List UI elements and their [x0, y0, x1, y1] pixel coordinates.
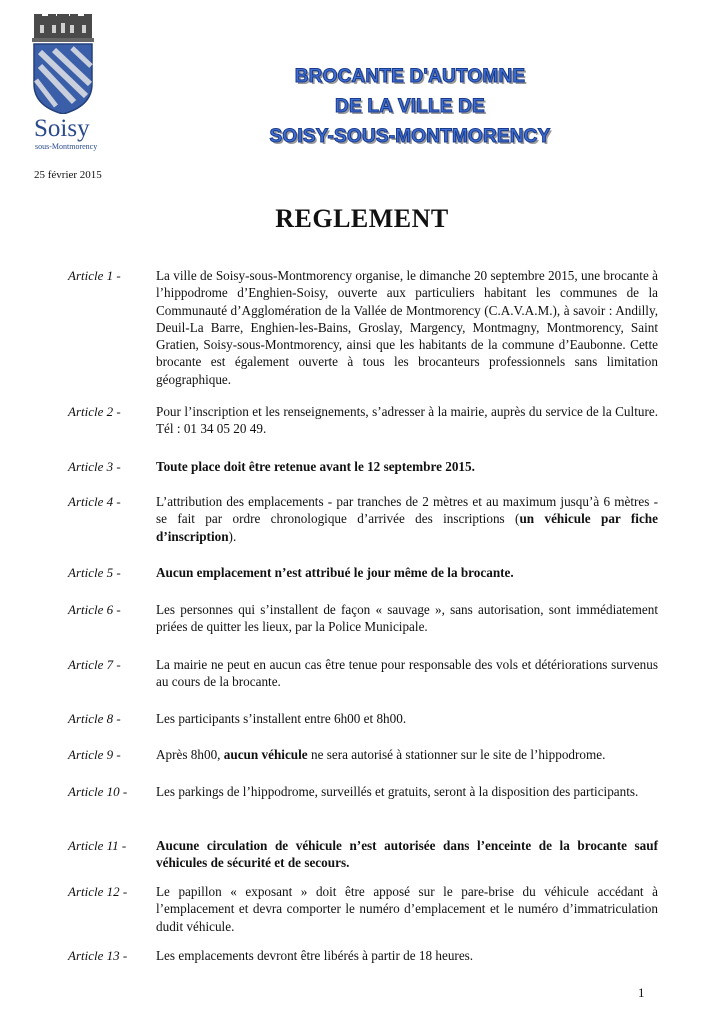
article-label: Article 7 -: [68, 657, 121, 672]
article-text-part: Les personnes qui s’installent de façon « sauvage », sans autorisation, sont immédiatement priées de quitter les lieux, par la Police Municipale.: [156, 602, 658, 635]
article-text-part: ne sera autorisé à stationner sur le site de l’hippodrome.: [307, 747, 606, 762]
article-label: Article 12 -: [68, 884, 128, 899]
event-title: [200, 62, 620, 152]
title-line-1: BROCANTE D'AUTOMNE: [294, 66, 526, 87]
article-text: [156, 783, 658, 800]
article-text: [156, 656, 658, 691]
article-text: [156, 710, 658, 727]
article-label: Article 2 -: [68, 404, 121, 419]
article-text: [156, 947, 658, 964]
article-text-part: La ville de Soisy-sous-Montmorency organise, le dimanche 20 septembre 2015, une brocante à l’hippodrome d’Enghien-Soisy, ouverte aux particuliers habitant les communes de la Communauté d’Agglomération de la Vallée de Montmorency (C.A.V.A.M.), à savoir : Andilly, Deuil-La Barre, Enghien-les-Bains, Groslay, Margency, Montmagny, Montmorency, Saint Gratien, Soisy-sous-Montmorency, ainsi que les habitants de la commune d’Eaubonne. Cette brocante est également ouverte à tous les brocanteurs professionnels sans limitation géographique.: [156, 268, 658, 387]
article-text-bold: un véhicule par fiche d’inscription: [156, 511, 658, 544]
article-4: [68, 493, 658, 545]
page-number: 1: [638, 985, 645, 1000]
article-text-bold: Aucune circulation de véhicule n’est autorisée dans l’enceinte de la brocante sauf véhicules de sécurité et de secours.: [156, 838, 658, 871]
article-text: [156, 403, 658, 438]
article-10: [68, 783, 658, 800]
article-text-part: Après 8h00,: [156, 747, 224, 762]
article-13: [68, 947, 658, 964]
article-text-part: Les emplacements devront être libérés à partir de 18 heures.: [156, 948, 474, 963]
article-text: [156, 883, 658, 935]
article-text-part: La mairie ne peut en aucun cas être tenue pour responsable des vols et détériorations survenus au cours de la brocante.: [156, 657, 658, 690]
article-label: Article 5 -: [68, 565, 121, 580]
article-text-part: Les parkings de l’hippodrome, surveillés et gratuits, seront à la disposition des participants.: [156, 784, 639, 799]
document-date: 25 février 2015: [34, 169, 102, 181]
article-text: [156, 564, 658, 581]
article-text: [156, 458, 658, 475]
title-line-3: SOISY-SOUS-MONTMORENCY: [269, 126, 551, 147]
article-text: [156, 746, 658, 763]
article-text-bold: Aucun emplacement n’est attribué le jour même de la brocante.: [156, 565, 514, 580]
page-heading: REGLEMENT: [275, 204, 449, 233]
article-text-part: Le papillon « exposant » doit être apposé sur le pare-brise du véhicule accédant à l’emplacement et devra comporter le numéro d’emplacement et le numéro d’immatriculation dudit véhicule.: [156, 884, 658, 934]
article-text: [156, 493, 658, 545]
article-label: Article 4 -: [68, 494, 121, 509]
article-2: [68, 403, 658, 438]
article-label: Article 13 -: [68, 948, 128, 963]
article-label: Article 9 -: [68, 747, 121, 762]
article-text-bold: aucun véhicule: [223, 747, 308, 762]
article-9: [68, 746, 658, 763]
article-label: Article 8 -: [68, 711, 121, 726]
article-text: [156, 601, 658, 636]
article-8: [68, 710, 658, 727]
article-text-part: L’attribution des emplacements - par tranches de 2 mètres et au maximum jusqu’à 6 mètres - se fait par ordre chronologique d’arrivée des inscriptions (: [156, 494, 658, 527]
article-text: [156, 837, 658, 872]
article-label: Article 3 -: [68, 459, 121, 474]
article-5: [68, 564, 658, 581]
logo-subtitle: sous-Montmorency: [35, 142, 98, 151]
article-text-part: Les participants s’installent entre 6h00 et 8h00.: [156, 711, 407, 726]
article-text-part: Pour l’inscription et les renseignements, s’adresser à la mairie, auprès du service de la Culture. Tél : 01 34 05 20 49.: [156, 404, 658, 437]
article-text-part: ).: [228, 528, 237, 544]
article-7: [68, 656, 658, 691]
article-12: [68, 883, 658, 935]
logo-name: Soisy: [34, 115, 90, 142]
article-3: [68, 458, 658, 475]
article-text-bold: Toute place doit être retenue avant le 12 septembre 2015.: [156, 459, 475, 474]
title-line-2: DE LA VILLE DE: [335, 96, 485, 117]
city-logo: [28, 14, 106, 151]
article-11: [68, 837, 658, 872]
article-6: [68, 601, 658, 636]
article-1: [68, 267, 658, 388]
article-label: Article 11 -: [68, 838, 127, 853]
article-label: Article 1 -: [68, 268, 121, 283]
article-label: Article 10 -: [68, 784, 128, 799]
coat-of-arms-icon: [28, 14, 98, 114]
article-text: [156, 267, 658, 388]
article-label: Article 6 -: [68, 602, 121, 617]
